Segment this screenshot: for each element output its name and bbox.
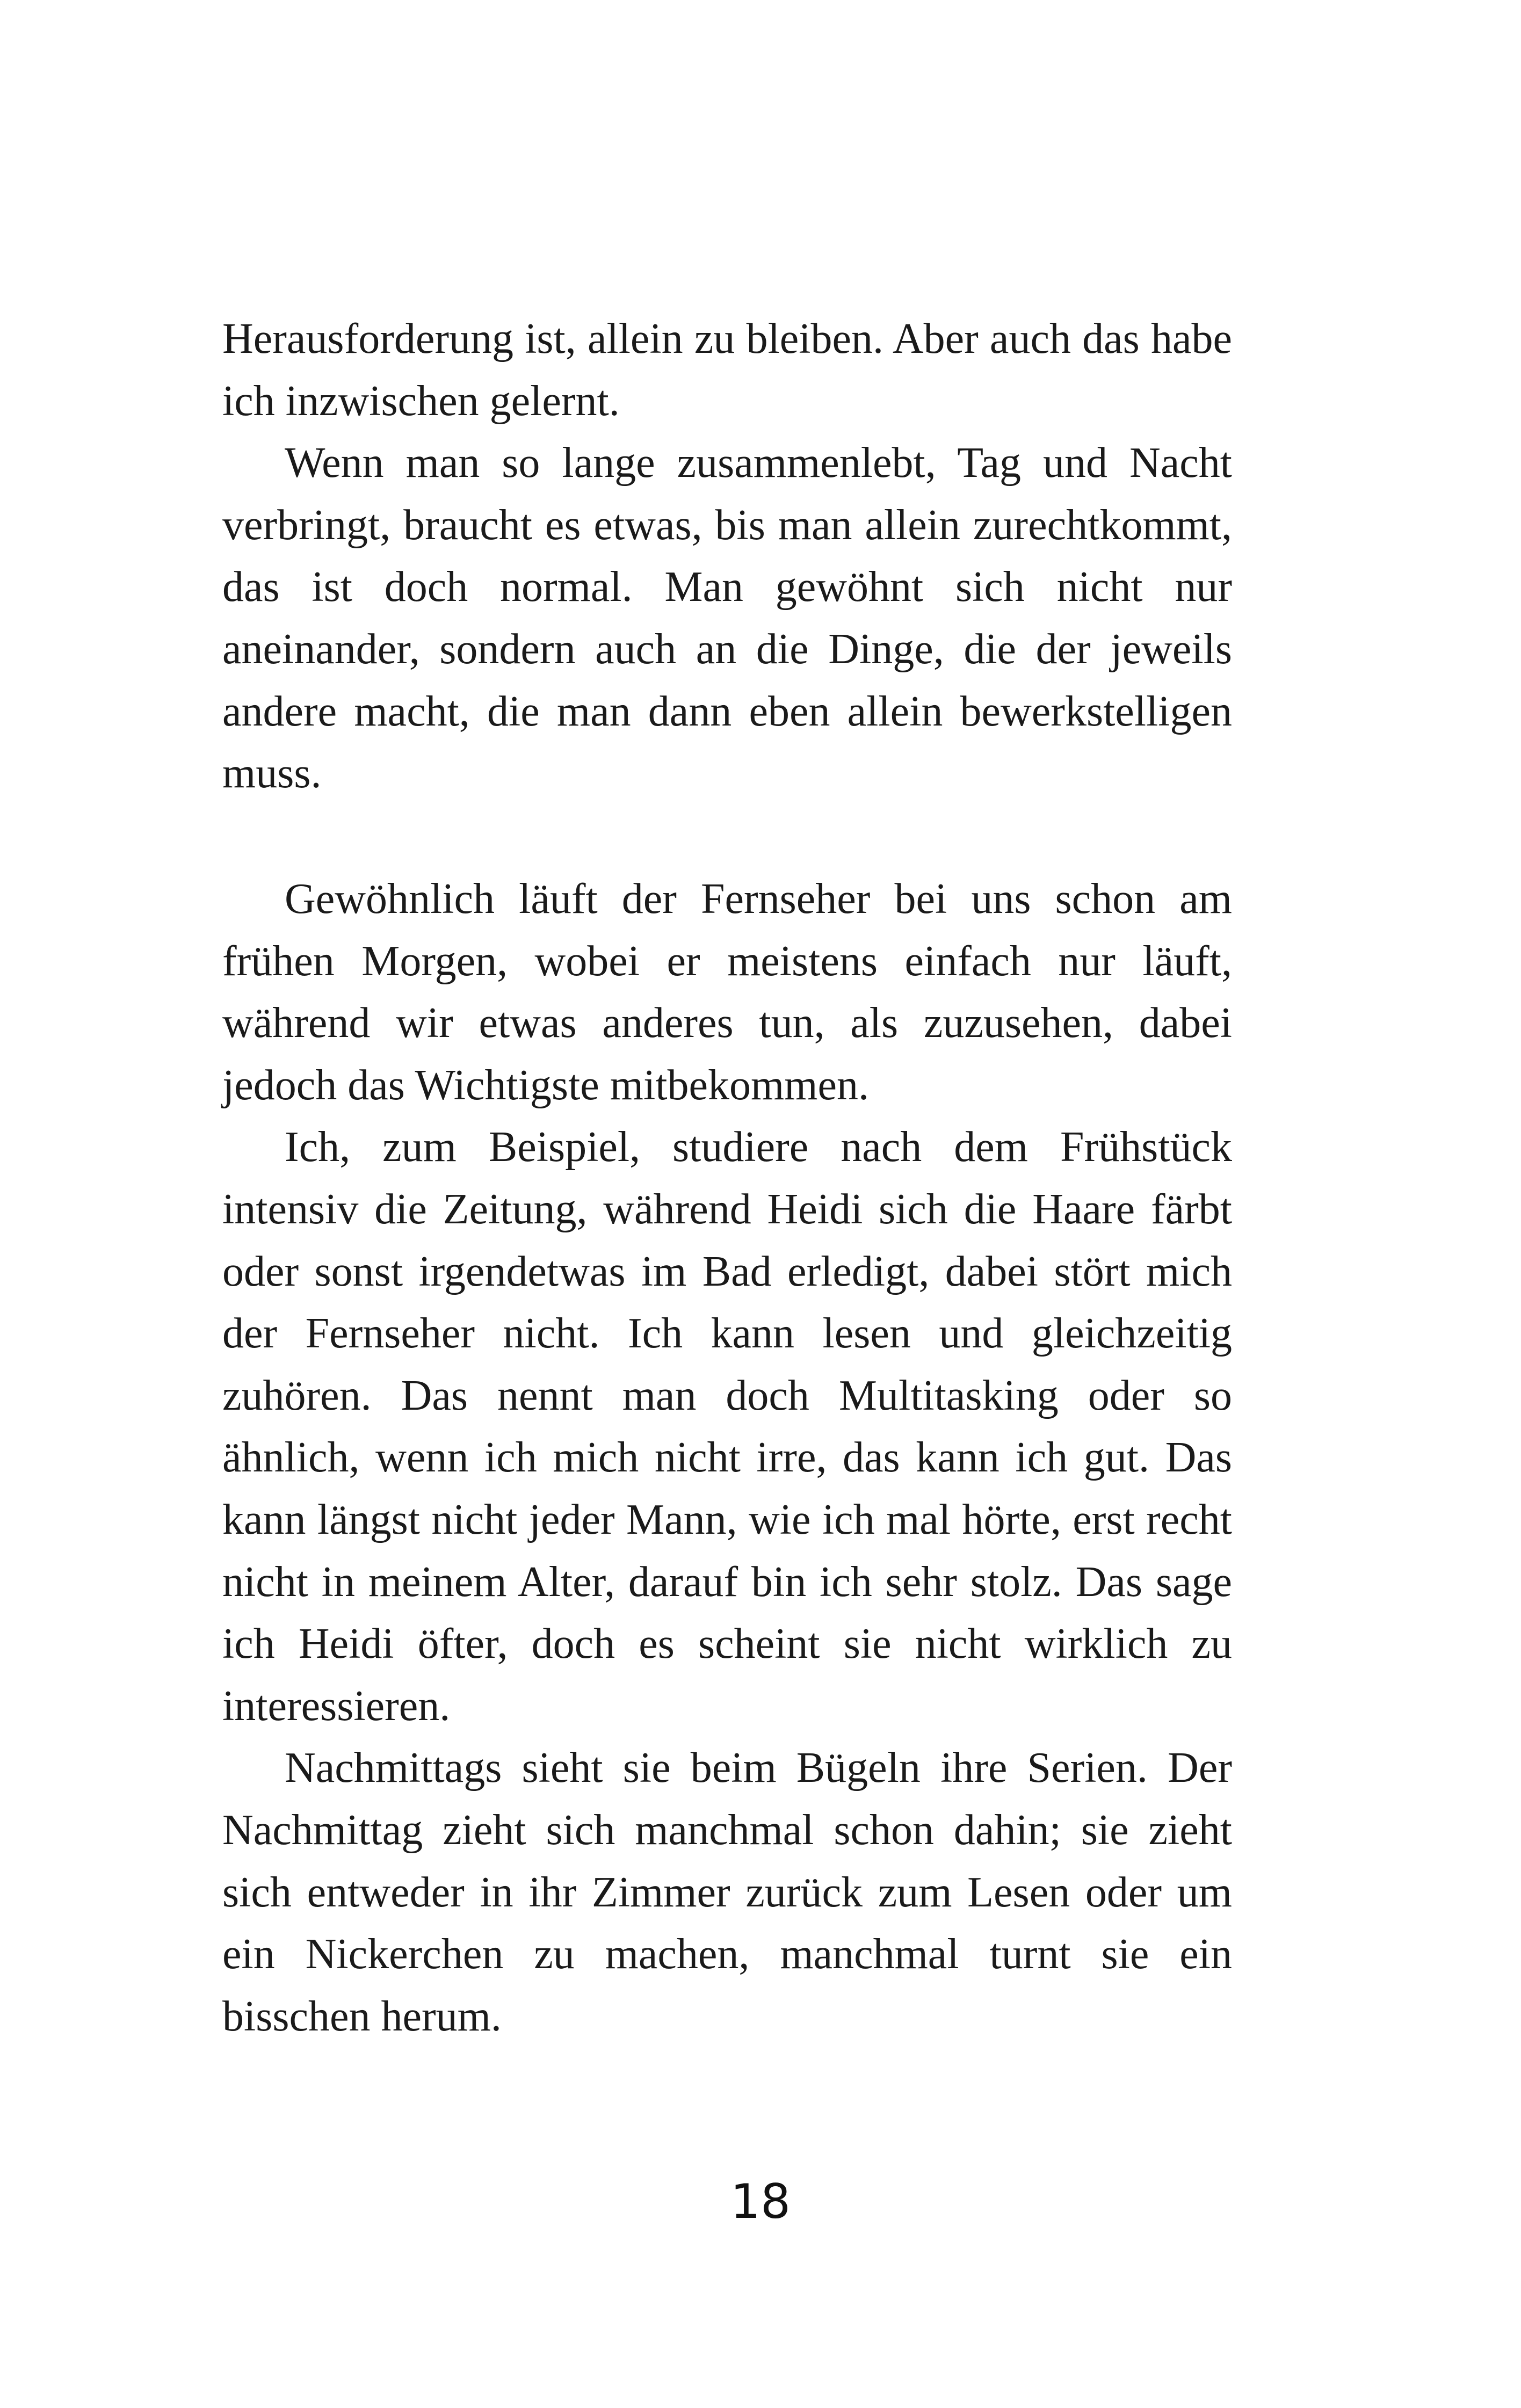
- text-section-1: [222, 308, 1232, 805]
- paragraph: Wenn man so lange zusammenlebt, Tag und Nacht verbringt, braucht es etwas, bis man allein zurechtkommt, das ist doch normal. Man gewöhnt sich nicht nur aneinander, sondern auch an die Dinge, die der jeweils andere macht, die man dann eben allein bewerkstelligen muss.: [222, 439, 1232, 797]
- page-number: 18: [730, 2174, 791, 2229]
- text-section-2: [222, 868, 1232, 2048]
- paragraph: Ich, zum Beispiel, studiere nach dem Frühstück intensiv die Zeitung, während Heidi sich die Haare färbt oder sonst irgendetwas im Bad erledigt, dabei stört mich der Fernseher nicht. Ich kann lesen und gleichzeitig zuhören. Das nennt man doch Multitasking oder so ähnlich, wenn ich mich nicht irre, das kann ich gut. Das kann längst nicht jeder Mann, wie ich mal hörte, erst recht nicht in meinem Alter, darauf bin ich sehr stolz. Das sage ich Heidi öfter, doch es scheint sie nicht wirklich zu interessieren.: [222, 1123, 1232, 1730]
- paragraph: Nachmittags sieht sie beim Bügeln ihre Serien. Der Nachmittag zieht sich manchmal schon dahin; sie zieht sich entweder in ihr Zimmer zurück zum Lesen oder um ein Nickerchen zu machen, manchmal turnt sie ein bisschen herum.: [222, 1744, 1232, 2040]
- paragraph-continuation: Herausforderung ist, allein zu bleiben. Aber auch das habe ich inzwischen gelernt.: [222, 315, 1232, 425]
- paragraph: Gewöhnlich läuft der Fernseher bei uns schon am frühen Morgen, wobei er meistens einfach nur läuft, während wir etwas anderes tun, als zuzusehen, dabei jedoch das Wichtigste mitbekommen.: [222, 875, 1232, 1109]
